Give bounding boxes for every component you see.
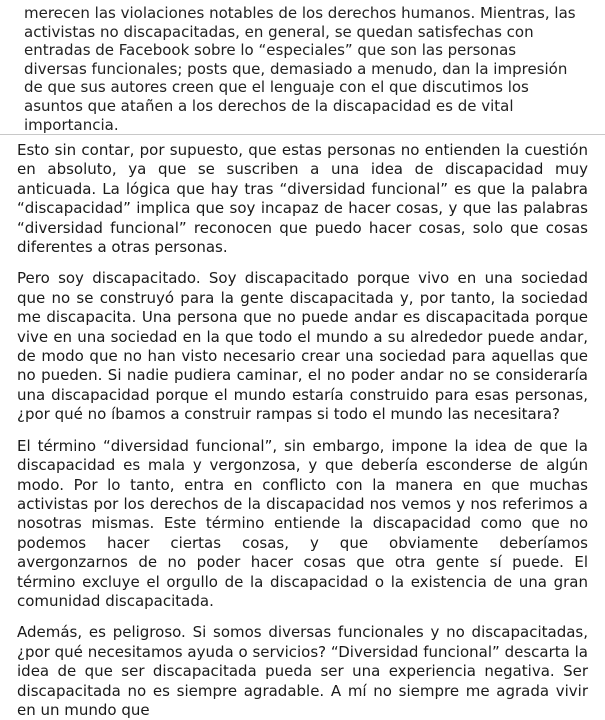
paragraph: El término “diversidad funcional”, sin embargo, impone la idea de que la discapacidad es mala y vergonzosa, y que debería esconderse de algún modo. Por lo tanto, entra en conflicto con la manera en que muchas activistas por los derechos de la discapacidad nos vemos y nos referimos a nosotras mismas. Este término entiende la discapacidad como que no podemos hacer ciertas cosas, y que obviamente deberíamos avergonzarnos de no poder hacer cosas que otra gente sí puede. El término excluye el orgullo de la discapacidad o la existencia de una gran comunidad discapacitada. [17, 436, 588, 610]
pull-quote [0, 0, 605, 134]
paragraph: Pero soy discapacitado. Soy discapacitado porque vivo en una sociedad que no se construyó para la gente discapacitada y, por tanto, la sociedad me discapacita. Una persona que no puede andar es discapacitada porque vive en una sociedad en la que todo el mundo a su alrededor puede andar, de modo que no han visto necesario crear una sociedad para aquellas que no pueden. Si nadie pudiera caminar, el no poder andar no se consideraría una discapacidad porque el mundo estaría construido para esas personas, ¿por qué no íbamos a construir rampas si todo el mundo las necesitara? [17, 269, 588, 424]
paragraph: Además, es peligroso. Si somos diversas funcionales y no discapacitadas, ¿por qué necesitamos ayuda o servicios? “Diversidad funcional” descarta la idea de que ser discapacitada pueda ser una experiencia negativa. Ser discapacitada no es siempre agradable. A mí no siempre me agrada vivir en un mundo que [17, 623, 588, 719]
pull-quote-text: merecen las violaciones notables de los derechos humanos. Mientras, las activistas no discapacitadas, en general, se quedan satisfechas con entradas de Facebook sobre lo “especiales” que son las personas diversas funcionales; posts que, demasiado a menudo, dan la impresión de que sus autores creen que el lenguaje con el que discutimos los asuntos que atañen a los derechos de la discapacidad es de vital importancia. [24, 4, 576, 134]
article-body [0, 135, 605, 720]
paragraph: Esto sin contar, por supuesto, que estas personas no entienden la cuestión en absoluto, ya que se suscriben a una idea de discapacidad muy anticuada. La lógica que hay tras “diversidad funcional” es que la palabra “discapacidad” implica que soy incapaz de hacer cosas, y que las palabras “diversidad funcional” reconocen que puedo hacer cosas, solo que cosas diferentes a otras personas. [17, 141, 588, 257]
